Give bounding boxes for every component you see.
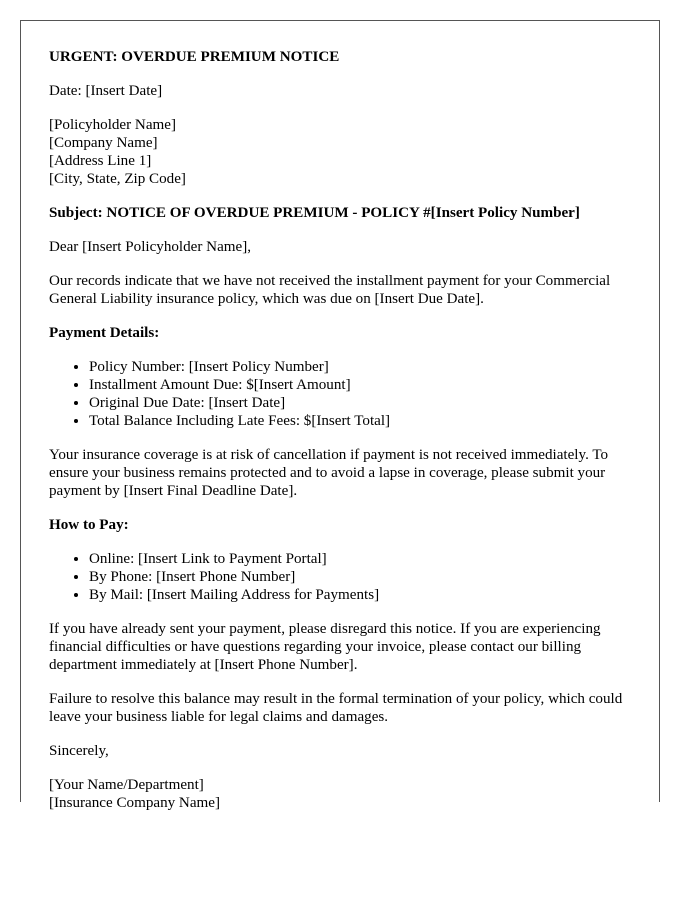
list-item: • Installment Amount Due: $[Insert Amount] [89, 376, 631, 394]
list-item: • By Mail: [Insert Mailing Address for Payments] [89, 586, 631, 604]
payment-details-heading: Payment Details: [49, 325, 160, 341]
closing: Sincerely, [49, 743, 109, 759]
recipient-address [49, 116, 631, 188]
subject-line: Subject: NOTICE OF OVERDUE PREMIUM - POLICY #[Insert Policy Number] [49, 205, 580, 221]
letter-date: Date: [Insert Date] [49, 83, 163, 99]
list-item: • Online: [Insert Link to Payment Portal] [89, 550, 631, 568]
notice-title: URGENT: OVERDUE PREMIUM NOTICE [49, 49, 340, 65]
signature-company: [Insurance Company Name] [49, 795, 220, 811]
address-line-city: [City, State, Zip Code] [49, 171, 186, 187]
salutation: Dear [Insert Policyholder Name], [49, 239, 252, 255]
address-line-company: [Company Name] [49, 135, 158, 151]
signature-block [49, 776, 631, 812]
address-line-policyholder: [Policyholder Name] [49, 117, 176, 133]
list-item: • Original Due Date: [Insert Date] [89, 394, 631, 412]
list-item: • Policy Number: [Insert Policy Number] [89, 358, 631, 376]
disregard-paragraph: If you have already sent your payment, please disregard this notice. If you are experiencing financial difficulties or have questions regarding your invoice, please contact our billing department immediately at [Insert Phone Number]. [49, 621, 601, 673]
signature-name: [Your Name/Department] [49, 777, 204, 793]
list-item: • By Phone: [Insert Phone Number] [89, 568, 631, 586]
failure-paragraph: Failure to resolve this balance may result in the formal termination of your policy, which could leave your business liable for legal claims and damages. [49, 691, 623, 725]
how-to-pay-list [49, 550, 631, 604]
address-line-street: [Address Line 1] [49, 153, 152, 169]
how-to-pay-heading: How to Pay: [49, 517, 129, 533]
risk-paragraph: Your insurance coverage is at risk of cancellation if payment is not received immediately. To ensure your business remains protected and to avoid a lapse in coverage, please submit your payment by [Insert Final Deadline Date]. [49, 447, 609, 499]
payment-details-list [49, 358, 631, 430]
list-item: • Total Balance Including Late Fees: $[Insert Total] [89, 412, 631, 430]
letter-page [20, 20, 660, 811]
intro-paragraph: Our records indicate that we have not received the installment payment for your Commercial General Liability insurance policy, which was due on [Insert Due Date]. [49, 273, 611, 307]
